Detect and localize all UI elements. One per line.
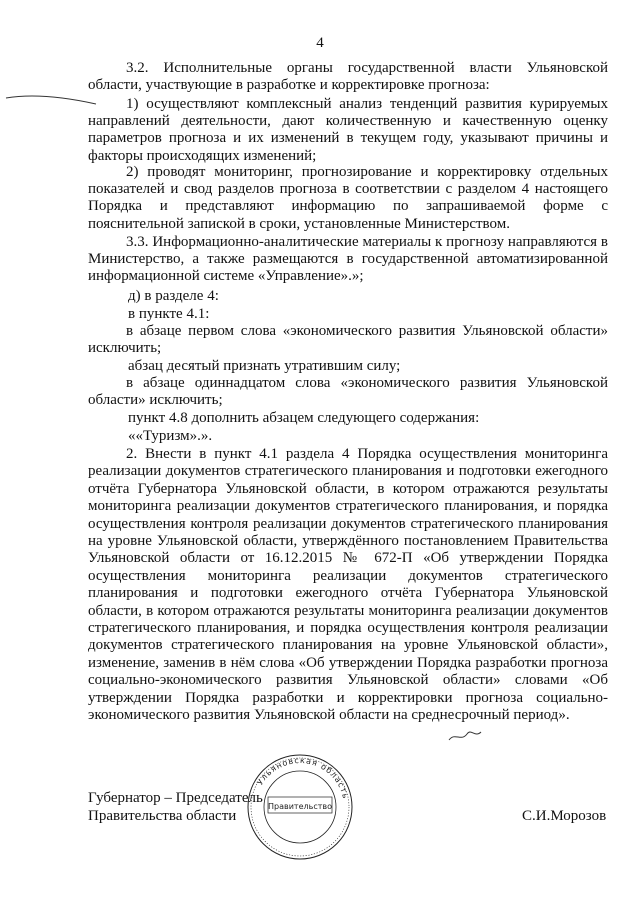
line-tenth-abzac: абзац десятый признать утратившим силу;: [128, 358, 401, 374]
paragraph-item-2: 2) проводят мониторинг, прогнозирование и корректировку отдельных показателей и свод разделов прогноза в соответствии с разделом 4 настоящего Порядка и представляют информацию по запрашиваемой форме с пояснительной запиской в сроки, установленные Министерством.: [88, 164, 608, 232]
official-seal: [240, 752, 360, 862]
paragraph-3-3: 3.3. Информационно-аналитические материалы к прогнозу направляются в Министерство, а также размещаются в государственной автоматизированной информационной системе «Управление».»;: [88, 234, 608, 285]
paragraph-3-2: 3.2. Исполнительные органы государственной власти Ульяновской области, участвующие в разработке и корректировке прогноза:: [88, 60, 608, 94]
line-section-d: д) в разделе 4:: [128, 288, 219, 304]
handwritten-signature: [445, 722, 485, 746]
line-tourism: ««Туризм».».: [128, 428, 213, 444]
svg-text:Правительство: Правительство: [268, 802, 332, 811]
paragraph-eleventh-abzac: в абзаце одиннадцатом слова «экономического развития Ульяновской области» исключить;: [88, 375, 608, 409]
page-number: 4: [316, 35, 324, 51]
signature-name: С.И.Морозов: [522, 808, 607, 824]
paragraph-2-amend: 2. Внести в пункт 4.1 раздела 4 Порядка осуществления мониторинга реализации документов стратегического планирования и подготовки ежегодного отчёта Губернатора Ульяновской области, в котором отражаются результаты мониторинга реализации документов стратегического планирования, и порядка осуществления контроля реализации документов стратегического планирования на уровне Ульяновской области, утверждённого постановлением Правительства Ульяновской области от 16.12.2015 № 672-П «Об утверждении Порядка осуществления мониторинга реализации документов стратегического планирования и подготовки ежегодного отчёта Губернатора Ульяновской области, в котором отражаются результаты мониторинга реализации документов стратегического планирования, и порядка осуществления контроля реализации документов стратегического планирования на уровне Ульяновской области», изменение, заменив в нём слова «Об утверждении Порядка разработки прогноза социально-экономического развития Ульяновской области» словами «Об утверждении Порядка разработки и корректировки прогноза социально-экономического развития Ульяновской области на среднесрочный период».: [88, 446, 608, 724]
pen-mark: [0, 84, 100, 114]
paragraph-first-abzac: в абзаце первом слова «экономического развития Ульяновской области» исключить;: [88, 323, 608, 357]
svg-text:Ульяновская область: Ульяновская область: [255, 755, 351, 801]
signature-title-line1: Губернатор – Председатель: [88, 790, 263, 806]
line-point-4-1: в пункте 4.1:: [128, 306, 210, 322]
line-point-4-8: пункт 4.8 дополнить абзацем следующего содержания:: [128, 410, 480, 426]
paragraph-item-1: 1) осуществляют комплексный анализ тенденций развития курируемых направлений деятельности, дают количественную и качественную оценку параметров прогноза и их изменений в текущем году, указывают причины и факторы происходящих изменений;: [88, 96, 608, 164]
signature-title-line2: Правительства области: [88, 808, 237, 824]
